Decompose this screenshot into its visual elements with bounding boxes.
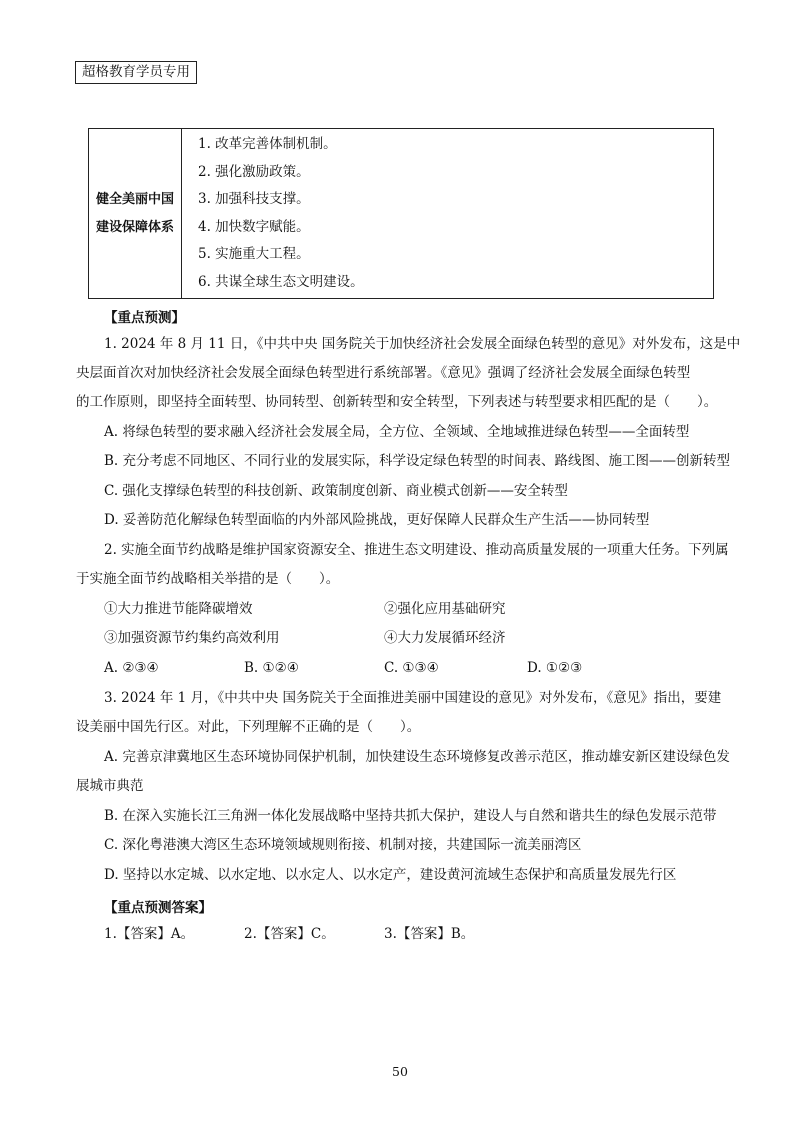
measure-item: 6. 共谋全球生态文明建设。 [198, 273, 364, 290]
q1-stem-line: 央层面首次对加快经济社会发展全面绿色转型进行系统部署。《意见》强调了经济社会发展全面绿色转型 [76, 365, 691, 381]
q1-option-c: C. 强化支撑绿色转型的科技创新、政策制度创新、商业模式创新——安全转型 [104, 483, 568, 499]
q2-stem-line: 于实施全面节约战略相关举措的是（ ）。 [76, 571, 340, 587]
q1-option-d: D. 妥善防范化解绿色转型面临的内外部风险挑战，更好保障人民群众生产生活——协同转型 [104, 512, 650, 528]
q3-option-d: D. 坚持以水定城、以水定地、以水定人、以水定产，建设黄河流域生态保护和高质量发展先行区 [104, 867, 677, 883]
answer-2: 2.【答案】C。 [244, 926, 335, 942]
table-label-line2: 建设保障体系 [95, 219, 174, 235]
q1-stem-line: 1. 2024 年 8 月 11 日，《中共中央 国务院关于加快经济社会发展全面绿色转型的意见》对外发布，这是中 [104, 336, 741, 352]
q2-option-c: C. ①③④ [384, 660, 439, 676]
table-label-line1: 健全美丽中国 [95, 191, 174, 207]
q2-statement-4: ④大力发展循环经济 [384, 630, 506, 646]
q3-option-a-continued: 展城市典范 [76, 778, 144, 794]
q3-option-a: A. 完善京津冀地区生态环境协同保护机制，加快建设生态环境修复改善示范区，推动雄安新区建设绿色发 [104, 749, 730, 765]
answer-1: 1.【答案】A。 [104, 926, 195, 942]
q2-statement-1: ①大力推进节能降碳增效 [104, 601, 253, 617]
page-number: 50 [392, 1064, 408, 1079]
header-stamp: 超格教育学员专用 [75, 61, 197, 84]
section-forecast-title: 【重点预测】 [104, 310, 185, 326]
measure-item: 3. 加强科技支撑。 [198, 191, 310, 207]
q3-stem-line: 设美丽中国先行区。对此，下列理解不正确的是（ ）。 [76, 719, 421, 735]
q1-stem-line: 的工作原则，即坚持全面转型、协同转型、创新转型和安全转型，下列表述与转型要求相匹配的是（ ）。 [76, 394, 718, 410]
q3-option-b: B. 在深入实施长江三角洲一体化发展战略中坚持共抓大保护，建设人与自然和谐共生的绿色发展示范带 [104, 808, 717, 824]
measure-item: 5. 实施重大工程。 [198, 246, 310, 262]
q2-option-a: A. ②③④ [104, 660, 159, 676]
q2-stem-line: 2. 实施全面节约战略是维护国家资源安全、推进生态文明建设、推动高质量发展的一项重大任务。下列属 [104, 542, 729, 558]
table-items-cell [182, 129, 714, 299]
q2-statement-2: ②强化应用基础研究 [384, 601, 506, 617]
q2-option-b: B. ①②④ [244, 660, 299, 676]
table-label-cell [89, 129, 182, 299]
measure-item: 2. 强化激励政策。 [198, 163, 310, 180]
q1-option-b: B. 充分考虑不同地区、不同行业的发展实际，科学设定绿色转型的时间表、路线图、施工图——创新转型 [104, 453, 731, 469]
q1-option-a: A. 将绿色转型的要求融入经济社会发展全局，全方位、全领域、全地域推进绿色转型——全面转型 [104, 424, 690, 440]
support-system-table [88, 128, 714, 299]
measure-item: 4. 加快数字赋能。 [198, 218, 310, 235]
answer-3: 3.【答案】B。 [384, 926, 475, 942]
q2-statement-3: ③加强资源节约集约高效利用 [104, 630, 280, 646]
section-answers-title: 【重点预测答案】 [104, 900, 212, 916]
measure-item: 1. 改革完善体制机制。 [198, 136, 337, 152]
q3-stem-line: 3. 2024 年 1 月，《中共中央 国务院关于全面推进美丽中国建设的意见》对外发布，《意见》指出，要建 [104, 690, 722, 706]
q2-option-d: D. ①②③ [527, 660, 583, 676]
q3-option-c: C. 深化粤港澳大湾区生态环境领域规则衔接、机制对接，共建国际一流美丽湾区 [104, 837, 582, 853]
